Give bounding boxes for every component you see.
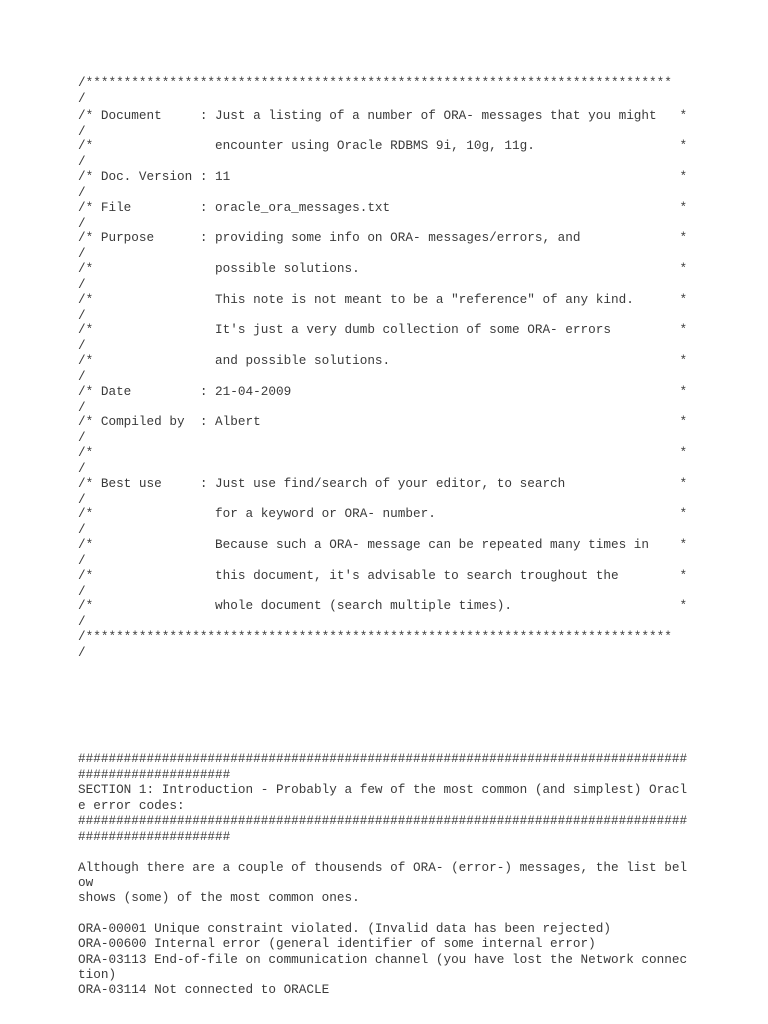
header-slash: / [78, 338, 86, 353]
header-slash: / [78, 522, 86, 537]
header-slash: / [78, 185, 86, 200]
header-slash: / [78, 584, 86, 599]
section-hash-line: ################################################################################ [78, 813, 688, 828]
intro-paragraph-cont: shows (some) of the most common ones. [78, 890, 360, 905]
header-slash: / [78, 308, 86, 323]
header-purpose-cont-3: /* It's just a very dumb collection of some ORA- errors * [78, 322, 688, 337]
section-hash-line: #################### [78, 829, 231, 844]
header-date: /* Date : 21-04-2009 * [78, 384, 688, 399]
header-slash: / [78, 246, 86, 261]
ora-entry: ORA-03113 End-of-file on communication channel (you have lost the Network connec [78, 952, 688, 967]
section-hash-line: ################################################################################ [78, 751, 688, 766]
header-slash: / [78, 277, 86, 292]
header-slash: / [78, 400, 86, 415]
ora-entry: ORA-03114 Not connected to ORACLE [78, 982, 330, 997]
ora-entry: ORA-00600 Internal error (general identifier of some internal error) [78, 936, 596, 951]
section-title-cont: e error codes: [78, 798, 185, 813]
header-best-use-cont-4: /* whole document (search multiple times). * [78, 598, 688, 613]
header-best-use-cont-1: /* for a keyword or ORA- number. * [78, 506, 688, 521]
header-purpose: /* Purpose : providing some info on ORA- messages/errors, and * [78, 230, 688, 245]
header-slash: / [78, 430, 86, 445]
ora-entry: ORA-00001 Unique constraint violated. (Invalid data has been rejected) [78, 921, 611, 936]
header-document: /* Document : Just a listing of a number of ORA- messages that you might * [78, 108, 688, 123]
header-best-use: /* Best use : Just use find/search of your editor, to search * [78, 476, 688, 491]
header-document-cont: /* encounter using Oracle RDBMS 9i, 10g, 11g. * [78, 138, 688, 153]
header-slash: / [78, 124, 86, 139]
header-slash: / [78, 216, 86, 231]
header-file: /* File : oracle_ora_messages.txt * [78, 200, 688, 215]
header-purpose-cont-2: /* This note is not meant to be a "reference" of any kind. * [78, 292, 688, 307]
header-purpose-cont-4: /* and possible solutions. * [78, 353, 688, 368]
header-border-bottom: /***************************************************************************** [78, 629, 672, 644]
header-best-use-cont-3: /* this document, it's advisable to search troughout the * [78, 568, 688, 583]
header-purpose-cont-1: /* possible solutions. * [78, 261, 688, 276]
header-slash: / [78, 154, 86, 169]
header-slash: / [78, 492, 86, 507]
intro-paragraph-cont: ow [78, 875, 94, 890]
ora-entry-cont: tion) [78, 967, 117, 982]
header-best-use-cont-2: /* Because such a ORA- message can be repeated many times in * [78, 537, 688, 552]
header-slash: / [78, 553, 86, 568]
header-slash: / [78, 91, 86, 106]
header-slash: / [78, 369, 86, 384]
header-slash: / [78, 614, 86, 629]
header-border-top: /***************************************************************************** [78, 75, 672, 90]
header-slash: / [78, 645, 86, 660]
section-title: SECTION 1: Introduction - Probably a few of the most common (and simplest) Oracl [78, 782, 688, 797]
header-compiled-by: /* Compiled by : Albert * [78, 414, 688, 429]
intro-paragraph: Although there are a couple of thousends of ORA- (error-) messages, the list bel [78, 860, 688, 875]
header-blank: /* * [78, 445, 688, 460]
header-slash: / [78, 461, 86, 476]
section-hash-line: #################### [78, 767, 231, 782]
header-doc-version: /* Doc. Version : 11 * [78, 169, 688, 184]
